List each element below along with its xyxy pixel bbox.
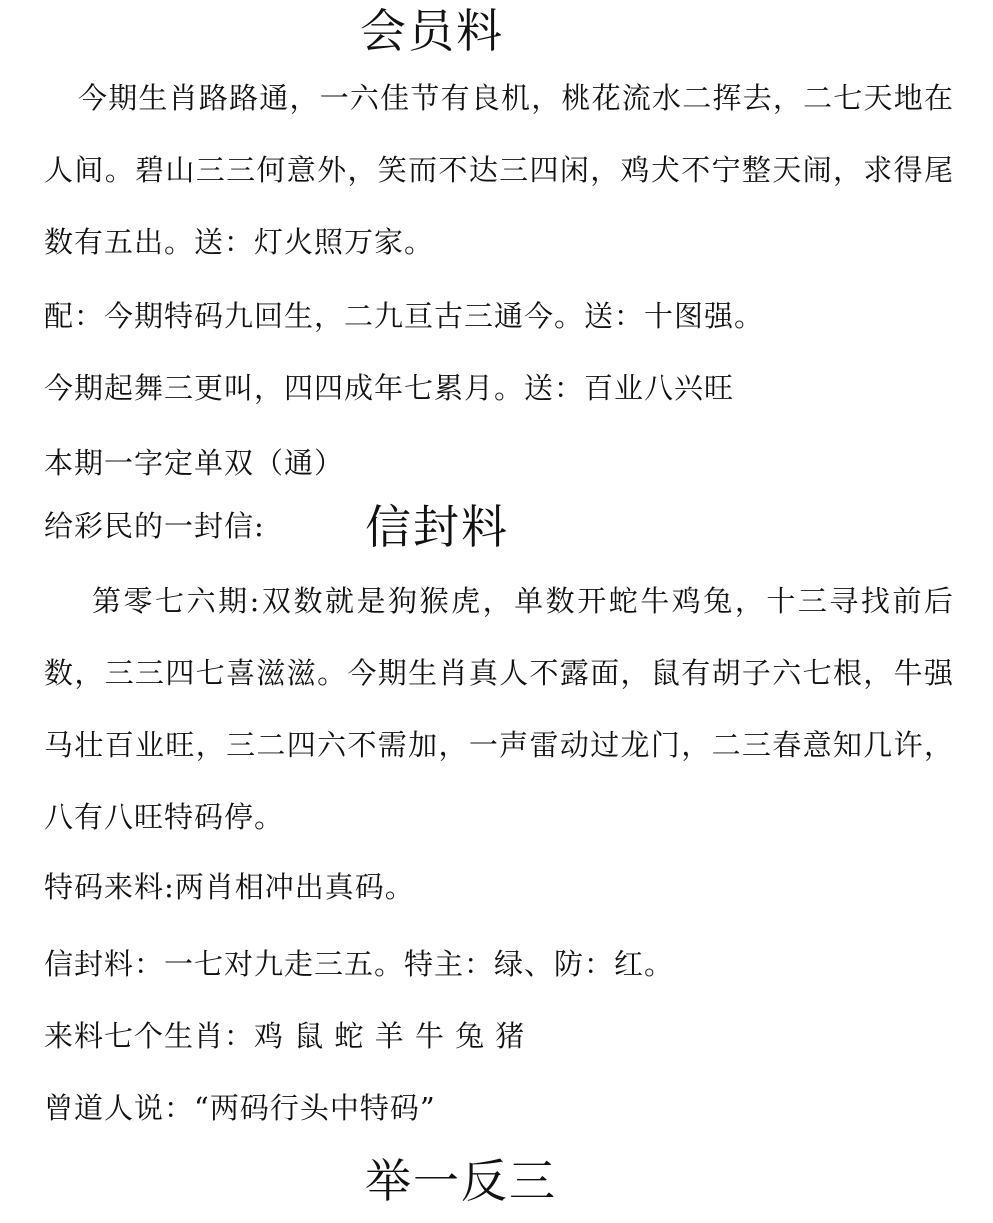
envelope-paragraph: 第零七六期:双数就是狗猴虎，单数开蛇牛鸡兔，十三寻找前后数，三三四七喜滋滋。今期生肖真人不露面，鼠有胡子六七根，牛强马壮百业旺，三二四六不需加，一声雷动过龙门，二三春意知几许，八有八旺特码停。 — [44, 584, 954, 834]
special-line: 特码来料:两肖相冲出真码。 — [44, 870, 415, 904]
zodiac-line: 来料七个生肖：鸡 鼠 蛇 羊 牛 兔 猪 — [44, 1019, 526, 1053]
single-double-line: 本期一字定单双（通） — [44, 446, 345, 480]
quote-line: 曾道人说：“两码行头中特码” — [44, 1091, 436, 1125]
member-title: 会员料 — [360, 4, 504, 58]
pei-line: 配：今期特码九回生，二九亘古三通今。送：十图强。 — [44, 299, 765, 333]
letter-label: 给彩民的一封信: — [44, 509, 265, 543]
closing-title: 举一反三 — [365, 1154, 557, 1208]
member-paragraph: 今期生肖路路通，一六佳节有良机，桃花流水二挥去，二七天地在人间。碧山三三何意外，笑而不达三四闲，鸡犬不宁整天闹，求得尾数有五出。送：灯火照万家。 — [44, 81, 954, 259]
envelope-title: 信封料 — [365, 500, 509, 554]
dance-line: 今期起舞三更叫，四四成年七累月。送：百业八兴旺 — [44, 371, 735, 405]
envelope-line: 信封料：一七对九走三五。特主：绿、防：红。 — [44, 947, 675, 981]
